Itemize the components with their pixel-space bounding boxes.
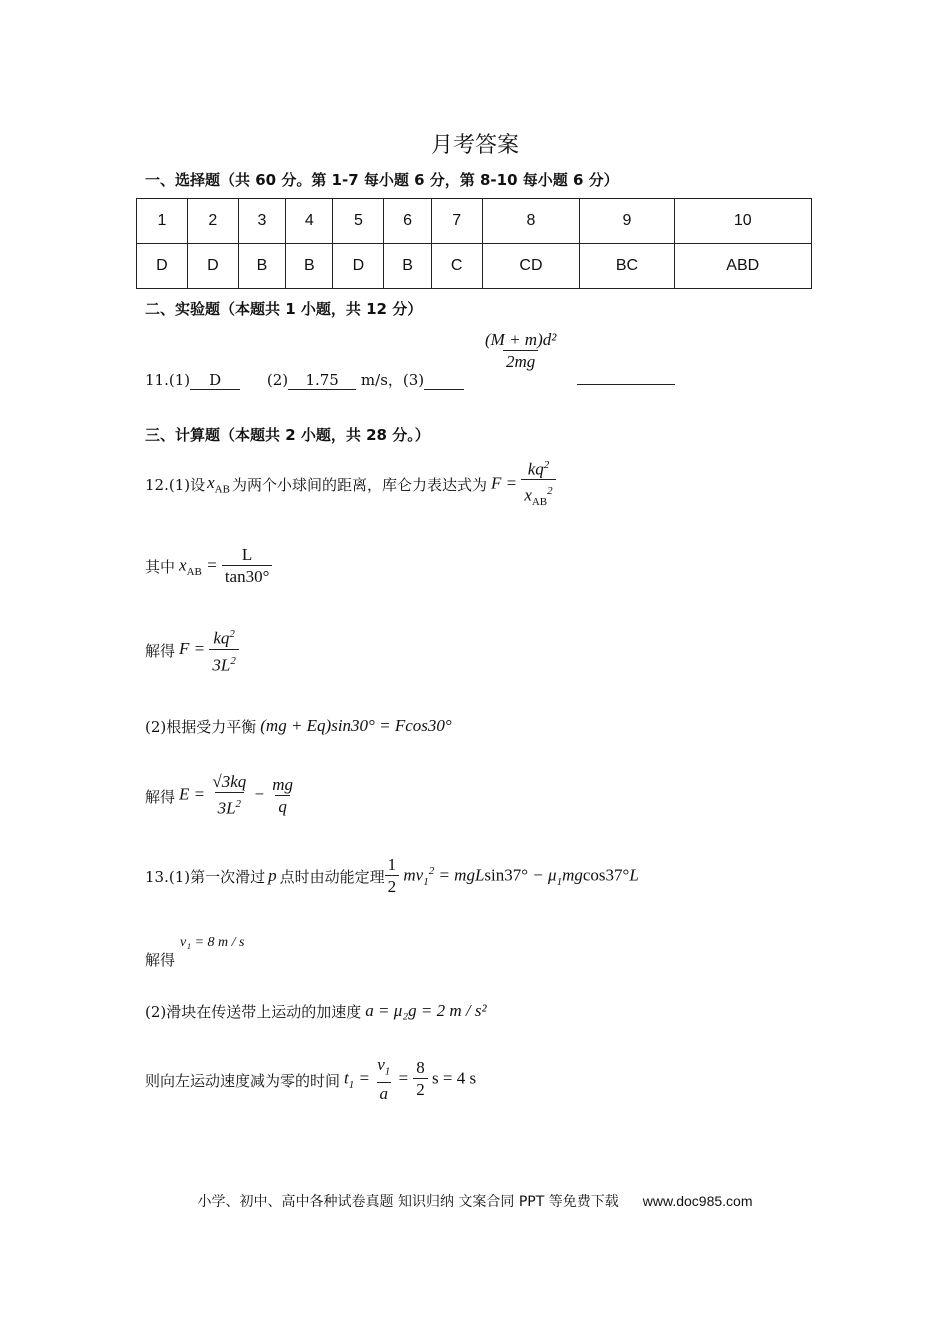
q13-line1 — [145, 848, 639, 904]
q13-line1-text: 点时由动能定理 — [279, 867, 385, 886]
q12-line4-prefix: (2)根据受力平衡 — [145, 717, 257, 736]
table-cell: 5 — [333, 199, 384, 244]
q13-velocity-formula: v₁ = 8 m / s — [180, 935, 245, 950]
footer-text: 小学、初中、高中各种试卷真题 知识归纳 文案合同 PPT 等免费下载 — [197, 1194, 619, 1210]
q12-line1-text: 为两个小球间的距离，库仑力表达式为 — [231, 475, 487, 494]
q11-formula-numerator: (M + m)d² — [485, 330, 557, 349]
q12-line2 — [145, 538, 272, 594]
q12-x-sub: AB — [214, 483, 230, 496]
section1-heading: 一、选择题（共 60 分。第 1-7 每小题 6 分，第 8-10 每小题 6 分） — [145, 171, 619, 189]
table-cell: D — [333, 244, 384, 289]
q13-time-formula: $t_1$ = $\frac{v_1}{a}$ = $\frac{8}{2}$ s = 4 s — [344, 1055, 477, 1103]
q13-point-p: p — [268, 866, 277, 885]
q12-result-formula: F = $\frac{kq^2}{3L^2}$ — [179, 624, 239, 676]
q12-line3 — [145, 622, 239, 678]
table-cell: D — [187, 244, 238, 289]
q13-accel-formula: a = μ₂g = 2 m / s² — [365, 1001, 487, 1020]
table-cell: B — [238, 244, 285, 289]
table-answer-row — [137, 244, 812, 289]
q12-field-formula: E = $\frac{√3kq}{3L^2}$ − $\frac{mg}{q}$ — [179, 772, 294, 818]
table-cell: 6 — [384, 199, 431, 244]
table-cell: C — [431, 244, 482, 289]
q12-line5-prefix: 解得 — [145, 787, 176, 806]
table-cell: B — [286, 244, 333, 289]
q12-line4 — [145, 706, 452, 746]
page-footer — [0, 1191, 950, 1211]
table-header-row — [137, 199, 812, 244]
q13-line4 — [145, 1052, 476, 1108]
q11-prefix: 11.(1) — [145, 371, 191, 389]
q11-answer2: 1.75 — [288, 371, 356, 390]
table-cell: 9 — [580, 199, 674, 244]
q12-balance-formula: (mg + Eq)sin30° = Fcos30° — [260, 716, 452, 735]
table-cell: 1 — [137, 199, 188, 244]
table-cell: CD — [482, 244, 580, 289]
q13-line1-prefix: 13.(1)第一次滑过 — [145, 867, 266, 886]
table-cell: D — [137, 244, 188, 289]
table-cell: 7 — [431, 199, 482, 244]
q12-line1-prefix: 12.(1)设 — [145, 475, 206, 494]
q12-line2-prefix: 其中 — [145, 557, 176, 576]
footer-url[interactable]: www.doc985.com — [642, 1193, 753, 1209]
q11-underline — [577, 368, 675, 385]
q13-line2-prefix: 解得 — [145, 951, 176, 969]
q12-force-formula: F = $\frac{kq^2}{x_{AB}^2}$ — [491, 455, 556, 514]
table-cell: BC — [580, 244, 674, 289]
q12-line3-prefix: 解得 — [145, 641, 176, 660]
answer-table — [136, 198, 812, 289]
section2-heading: 二、实验题（本题共 1 小题，共 12 分） — [145, 300, 423, 318]
q13-line3-prefix: (2)滑块在传送带上运动的加速度 — [145, 1002, 362, 1021]
q12-line5 — [145, 766, 296, 826]
table-cell: B — [384, 244, 431, 289]
q11-part2: (2) — [266, 371, 289, 389]
q13-energy-formula: $\frac{1}{2}$ $mv_1^2 = mgLsin37^\circ - \mu_1mgcos37^\circ L$ — [385, 855, 639, 898]
section3-heading: 三、计算题（本题共 2 小题，共 28 分。） — [145, 426, 430, 444]
q11-formula — [482, 330, 559, 373]
q11-unit: m/s，(3) — [360, 371, 425, 389]
table-cell: 4 — [286, 199, 333, 244]
q11-line — [145, 369, 464, 390]
table-cell: 10 — [674, 199, 811, 244]
q12-distance-formula: $x_{AB}$ = $\frac{L}{\tan 30^\circ}$ — [179, 545, 272, 588]
page-title: 月考答案 — [430, 133, 519, 158]
q13-line3 — [145, 996, 487, 1026]
table-cell: 8 — [482, 199, 580, 244]
q13-line4-prefix: 则向左运动速度减为零的时间 — [145, 1071, 341, 1090]
q11-answer1: D — [190, 371, 240, 390]
table-cell: 2 — [187, 199, 238, 244]
q11-formula-denominator: 2mg — [503, 350, 538, 373]
q12-x-var: x — [207, 472, 215, 492]
table-cell: ABD — [674, 244, 811, 289]
q12-line1 — [145, 456, 556, 512]
q11-blank — [424, 371, 464, 390]
table-cell: 3 — [238, 199, 285, 244]
